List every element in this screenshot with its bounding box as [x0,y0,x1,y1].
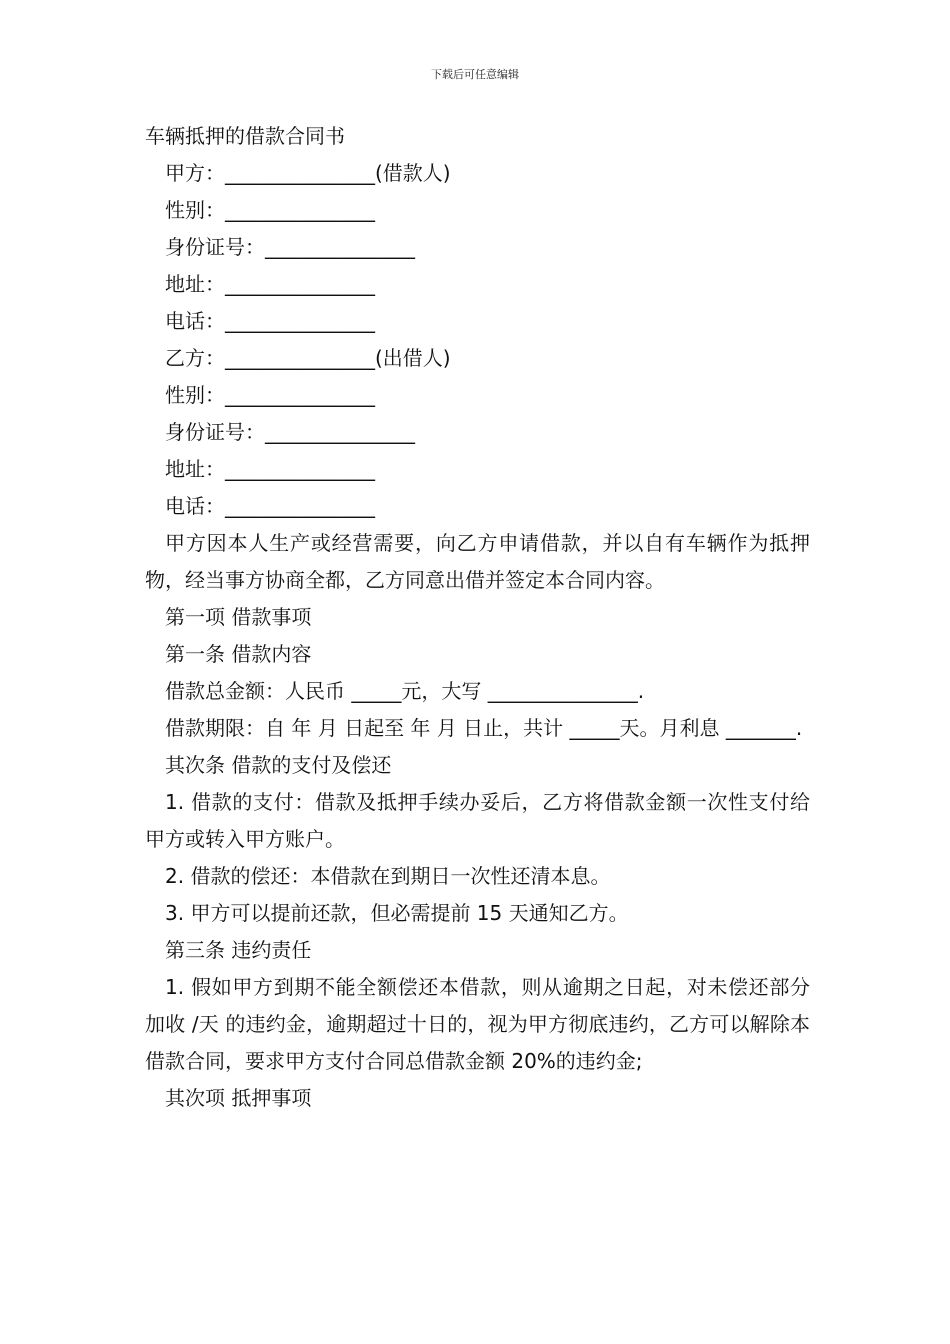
intro-paragraph: 甲方因本人生产或经营需要，向乙方申请借款，并以自有车辆作为抵押物，经当事方协商全都，乙方同意出借并签定本合同内容。 [145,531,810,592]
section-1-heading: 第一项 借款事项 [165,605,312,629]
article-2-item-3: 3. 甲方可以提前还款，但必需提前 15 天通知乙方。 [165,901,629,925]
party-b-name: 乙方：_______________(出借人) [165,346,451,370]
section-2-heading: 其次项 抵押事项 [165,1086,312,1110]
article-2-item-2: 2. 借款的偿还：本借款在到期日一次性还清本息。 [165,864,611,888]
article-3-item-1: 1. 假如甲方到期不能全额偿还本借款，则从逾期之日起，对未偿还部分加收 /天 的违约金，逾期超过十日的，视为甲方彻底违约，乙方可以解除本借款合同，要求甲方支付合同总借款金额 20%的违约金; [145,975,810,1073]
article-2-item-1: 1. 借款的支付：借款及抵押手续办妥后，乙方将借款金额一次性支付给甲方或转入甲方账户。 [145,790,810,851]
party-b-gender: 性别：_______________ [165,383,375,407]
contract-document [145,118,810,1117]
party-a-phone: 电话：_______________ [165,309,375,333]
party-a-name: 甲方：_______________(借款人) [165,161,451,185]
article-3-heading: 第三条 违约责任 [165,938,312,962]
party-a-gender: 性别：_______________ [165,198,375,222]
article-2-heading: 其次条 借款的支付及偿还 [165,753,392,777]
party-b-address: 地址：_______________ [165,457,375,481]
document-title: 车辆抵押的借款合同书 [145,124,345,148]
party-b-phone: 电话：_______________ [165,494,375,518]
party-a-address: 地址：_______________ [165,272,375,296]
party-b-id: 身份证号：_______________ [165,420,415,444]
loan-term-line: 借款期限：自 年 月 日起至 年 月 日止，共计 _____天。月利息 _______. [165,716,803,740]
page-header: 下载后可任意编辑 [431,68,519,81]
loan-amount-line: 借款总金额：人民币 _____元，大写 _______________. [165,679,645,703]
article-1-heading: 第一条 借款内容 [165,642,312,666]
party-a-id: 身份证号：_______________ [165,235,415,259]
